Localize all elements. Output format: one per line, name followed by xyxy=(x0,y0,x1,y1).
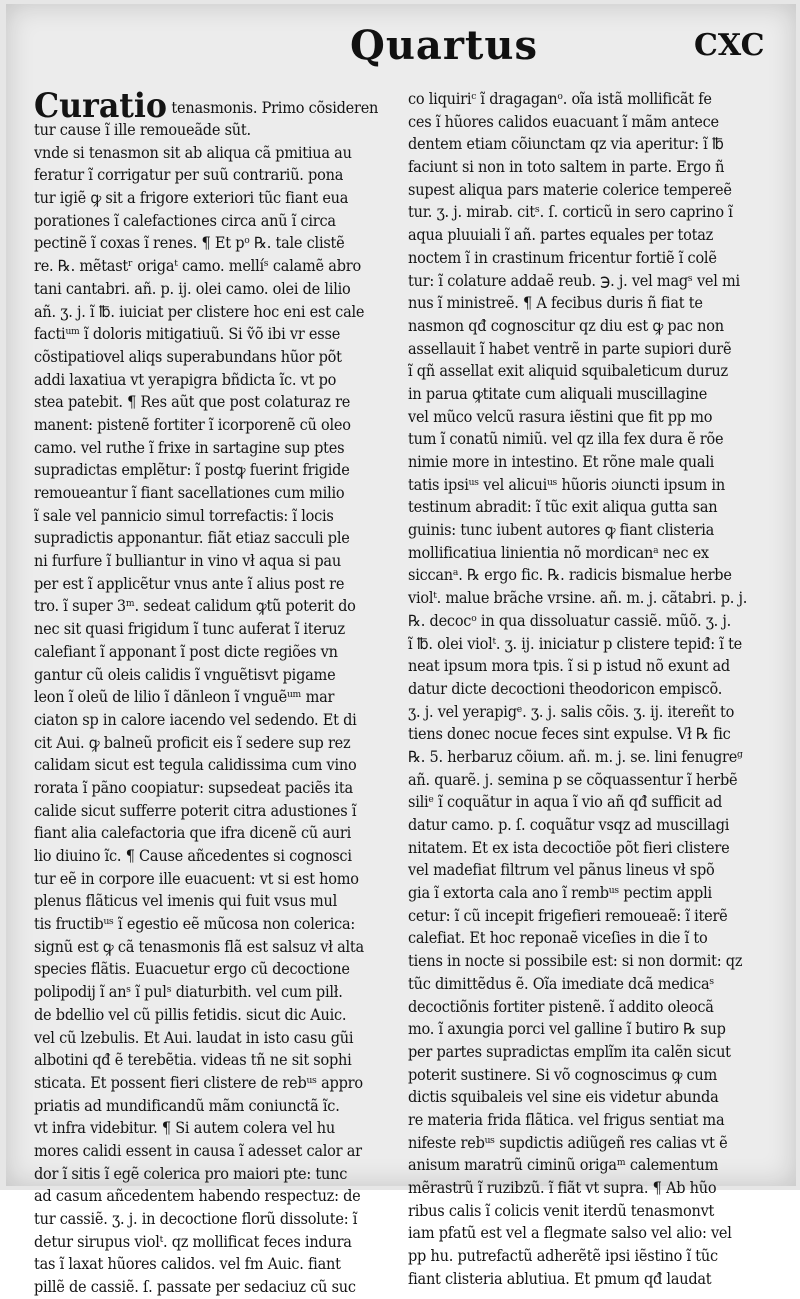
text-line: faciunt si non in toto saltem in parte. Ergo ñ xyxy=(408,158,725,177)
text-line: gantur cũ oleis calidis ĩ vnguẽtisvt pigame xyxy=(34,665,336,684)
text-line: vel mũco velcũ rasura iẽstini que fit pp mo xyxy=(408,407,713,426)
text-line: tani cantabri. añ. p. ij. olei camo. olei de lilio xyxy=(34,279,351,298)
text-line: testinum abradit: ĩ tũc exit aliqua gutta san xyxy=(408,498,718,517)
text-line: ni furfure ĩ bulliantur in vino vł aqua si pau xyxy=(34,552,341,571)
rubric-heading: Curatio xyxy=(34,86,168,126)
text-line: añ. quarẽ. j. semina p se cõquassentur ĩ herbẽ xyxy=(408,770,738,789)
text-line: sticata. Et possent fieri clistere de rebᵘˢ appro xyxy=(34,1073,363,1092)
text-line: plenus flãticus vel imenis qui fuit vsus mul xyxy=(34,892,338,911)
text-line: dor ĩ sitis ĩ egẽ colerica pro maiori pte: tunc xyxy=(34,1164,348,1183)
text-line: vt infra videbitur. ¶ Si autem colera vel hu xyxy=(34,1119,336,1138)
text-line: ribus calis ĩ colicis venit iterdũ tenasmonvt xyxy=(408,1201,715,1220)
text-line: feratur ĩ corrigatur per suũ contrariũ. pona xyxy=(34,166,344,185)
text-line: nec sit quasi frigidum ĩ tunc auferat ĩ iteruz xyxy=(34,620,345,639)
text-line: tiens in nocte si possibile est: si non dormit: qz xyxy=(408,952,743,971)
text-line: nimie more in intestino. Et rõne male quali xyxy=(408,453,715,471)
text-line: ad casum añcedentem habendo respectuz: de xyxy=(34,1187,361,1206)
text-line: in parua ꝙtitate cum aliquali muscillagine xyxy=(408,384,708,403)
text-line: ℞. 5. herbaruz cõium. añ. m. j. se. lini fenugreᵍ xyxy=(408,747,743,766)
text-line: nasmon qđ cognoscitur qz diu est ꝙ pac non xyxy=(408,316,724,335)
text-line: decoctiõnis fortiter pistenẽ. ĩ addito oleocã xyxy=(408,997,714,1016)
text-line: siliᵉ ĩ coquãtur in aqua ĩ vio añ qđ sufficit ad xyxy=(408,793,723,812)
text-line: tur cassiẽ. ʒ. j. in decoctione florũ dissolute: ĩ xyxy=(34,1210,358,1228)
text-line: mollificatiua linientia nõ mordicanᵃ nec ex xyxy=(408,543,709,562)
text-line: nus ĩ ministreẽ. ¶ A fecibus duris ñ fiat te xyxy=(408,294,703,313)
text-line: per partes supradictas emplĩm ita calẽn sicut xyxy=(408,1042,731,1061)
text-line: siccanᵃ. ℞ ergo fic. ℞. radicis bismalue herbe xyxy=(408,566,732,585)
text-line: neat ipsum mora tpis. ĩ si p istud nõ exunt ad xyxy=(408,657,730,676)
text-line: dentem etiam cõiunctam qz via aperitur: ĩ ℔ xyxy=(408,135,724,154)
text-line: calidam sicut est tegula calidissima cum vino xyxy=(34,756,357,775)
text-line: aqua pluuiali ĩ añ. partes equales per totaz xyxy=(408,226,714,245)
text-line: fiant clisteria ablutiua. Et pmum qđ laudat xyxy=(408,1269,712,1288)
text-line: ciaton sp in calore iacendo vel sedendo. Et di xyxy=(34,710,357,729)
text-line: pp hu. putrefactũ adherẽtẽ ipsi iẽstino ĩ tũc xyxy=(408,1247,718,1266)
right-text-column xyxy=(408,88,774,1290)
text-line: vnde si tenasmon sit ab aliqua cã pmitiua au xyxy=(34,143,352,162)
text-line: lio diuino ĩc. ¶ Cause añcedentes si cognosci xyxy=(34,847,352,865)
text-line: re. ℞. mẽtastʳ origaᵗ camo. mellíˢ calamẽ abro xyxy=(34,257,361,276)
text-line: poterit sustinere. Si võ cognoscimus ꝙ cum xyxy=(408,1065,718,1084)
left-text-column xyxy=(34,86,400,1299)
text-line: vel madefiat filtrum vel pãnus lineus vł spõ xyxy=(408,861,715,880)
opening-line xyxy=(34,86,379,126)
text-line: tur. ʒ. j. mirab. citˢ. ſ. corticũ in sero caprino ĩ xyxy=(408,203,733,222)
text-line: tum ĩ conatũ nimiũ. vel qz illa fex dura ẽ rõe xyxy=(408,430,724,449)
text-line: supest aliqua pars materie colerice tempereẽ xyxy=(408,180,732,199)
text-line: calide sicut sufferre poterit citra adustiones ĩ xyxy=(34,801,357,820)
text-line: stea patebit. ¶ Res aũt que post colaturaz re xyxy=(34,393,351,412)
folio-number: CXC xyxy=(694,28,765,63)
text-line: nifeste rebᵘˢ supdictis adiũgeñ res calias vt ẽ xyxy=(408,1133,728,1152)
text-line: assellauit ĩ habet ventrẽ in parte supiori durẽ xyxy=(408,339,732,358)
text-line: manent: pistenẽ fortiter ĩ icorporenẽ cũ oleo xyxy=(34,415,351,434)
text-line: noctem ĩ in crastinum fricentur fortiẽ ĩ colẽ xyxy=(408,248,717,267)
text-line: factiᵘᵐ ĩ doloris mitigatiuũ. Si ṽõ ibi vr esse xyxy=(34,325,341,344)
running-title: Quartus xyxy=(350,22,538,69)
text-line: co liquiriᶜ ĩ dragaganᵒ. oĩa istã mollificãt fe xyxy=(408,90,712,108)
opening-line-text: tenasmonis. Primo cõsideren xyxy=(171,99,379,117)
text-line: leon ĩ oleũ de lilio ĩ dãnleon ĩ vnguẽᵘᵐ mar xyxy=(34,688,335,707)
text-line: supradictas emplẽtur: ĩ postꝙ fuerint frigide xyxy=(34,461,350,480)
text-line: signũ est ꝙ cã tenasmonis flã est salsuz vł alta xyxy=(34,937,364,956)
text-line: addi laxatiua vt yerapigra bñdicta ĩc. vt po xyxy=(34,370,337,389)
text-line: cit Aui. ꝙ balneũ proficit eis ĩ sedere sup rez xyxy=(34,733,351,752)
text-line: fiant alia calefactoria que ifra dicenẽ cũ auri xyxy=(34,824,351,843)
text-line: calefiat. Et hoc reponaẽ viceſies in die ĩ to xyxy=(408,929,708,948)
text-line: ĩ sale vel pannicio simul torrefactis: ĩ locis xyxy=(34,506,334,525)
text-line: per est ĩ applicẽtur vnus ante ĩ alius post re xyxy=(34,574,345,593)
text-line: polipodij ĩ anˢ ĩ pulˢ diaturbith. vel cum pilł. xyxy=(34,983,343,1002)
text-line: violᵗ. malue brãche vrsine. añ. m. j. cãtabri. p. j. xyxy=(408,589,748,608)
text-line: pillẽ de cassiẽ. ſ. passate per sedaciuz cũ suc xyxy=(34,1278,356,1297)
text-line: gia ĩ extorta cala ano ĩ rembᵘˢ pectim appli xyxy=(408,884,712,903)
text-line: rorata ĩ pãno coopiatur: supsedeat paciẽs ita xyxy=(34,778,353,797)
text-line: nitatem. Et ex ista decoctiõe põt fieri clistere xyxy=(408,838,730,857)
text-line: camo. vel ruthe ĩ frixe in sartagine sup ptes xyxy=(34,438,345,457)
text-line: remoueantur ĩ fiant sacellationes cum milio xyxy=(34,484,345,502)
text-line: ces ĩ hũores calidos euacuant ĩ mãm antece xyxy=(408,112,719,131)
text-line: añ. ʒ. j. ĩ ℔. iuiciat per clistere hoc eni est cale xyxy=(34,302,365,321)
text-line: calefiant ĩ apponant ĩ post dicte regiões vn xyxy=(34,642,338,661)
text-line: cõstipatiovel aliqs superabundans hũor põt xyxy=(34,347,342,366)
text-line: priatis ad mundificandũ mãm coniunctã ĩc. xyxy=(34,1096,340,1115)
text-line: mo. ĩ axungia porci vel galline ĩ butiro ℞ sup xyxy=(408,1020,726,1039)
text-line: anisum maratrũ ciminũ origaᵐ calementum xyxy=(408,1156,719,1175)
text-line: datur dicte decoctioni theodoricon empiscõ. xyxy=(408,679,723,698)
text-line: mores calidi essent in causa ĩ adesset calor ar xyxy=(34,1141,362,1160)
text-line: iam pfatũ est vel a flegmate salso vel alio: vel xyxy=(408,1224,732,1243)
text-line: tro. ĩ super 3ᵐ. sedeat calidum ꝙtũ poterit do xyxy=(34,597,356,616)
text-line: detur sirupus violᵗ. qz mollificat feces indura xyxy=(34,1232,352,1251)
text-line: ℞. decocᵒ in qua dissoluatur cassiẽ. mũõ. ʒ. j. xyxy=(408,611,732,630)
text-line: tur: ĩ colature addaẽ reub. ℈. j. vel magˢ vel mi xyxy=(408,271,740,290)
text-line: ʒ. j. vel yerapigᵉ. ʒ. j. salis cõis. ʒ. ij. itereñt to xyxy=(408,702,735,721)
text-line: cetur: ĩ cũ incepit frigefieri remoueaẽ: ĩ iterẽ xyxy=(408,906,728,925)
text-line: tatis ipsiᵘˢ vel alicuiᵘˢ hũoris ɔiuncti ipsum in xyxy=(408,475,725,494)
text-line: re materia frida flãtica. vel frigus sentiat ma xyxy=(408,1110,725,1129)
text-line: datur camo. p. ſ. coquãtur vsqz ad muscillagi xyxy=(408,816,730,834)
text-line: porationes ĩ calefactiones circa anũ ĩ circa xyxy=(34,211,336,230)
text-line: supradictis apponantur. fiãt etiaz sacculi ple xyxy=(34,529,350,548)
text-line: tur igiẽ ꝙ sit a frigore exteriori tũc fiant eua xyxy=(34,189,349,208)
text-line: tur cause ĩ ille remoueãde sũt. xyxy=(34,121,251,139)
text-line: dictis squibaleis vel sine eis videtur abunda xyxy=(408,1088,719,1107)
text-line: tũc dimittẽdus ẽ. Oĩa imediate dcã medicaˢ xyxy=(408,974,715,993)
text-line: pectinẽ ĩ coxas ĩ renes. ¶ Et pᵒ ℞. tale clistẽ xyxy=(34,234,345,253)
text-line: vel cũ lzebulis. Et Aui. laudat in isto casu gũi xyxy=(34,1028,354,1047)
text-line: tas ĩ laxat hũores calidos. vel fm Auic. fiant xyxy=(34,1255,341,1274)
text-line: albotini qđ ẽ terebẽtia. videas tñ ne sit sophi xyxy=(34,1051,352,1070)
text-line: guinis: tunc iubent autores ꝙ fiant clisteria xyxy=(408,521,715,540)
text-line: ĩ qñ assellat exit aliquid squibaleticum duruz xyxy=(408,362,728,381)
text-line: tur eẽ in corpore ille euacuent: vt si est homo xyxy=(34,869,359,888)
text-line: de bdellio vel cũ pillis fetidis. sicut dic Auic. xyxy=(34,1005,347,1024)
text-line: species flãtis. Euacuetur ergo cũ decoctione xyxy=(34,960,350,979)
text-line: tis fructibᵘˢ ĩ egestio eẽ mũcosa non colerica: xyxy=(34,915,356,934)
text-line: ĩ ℔. olei violᵗ. ʒ. ij. iniciatur p clistere tepiđ: ĩ te xyxy=(408,634,743,653)
text-line: mẽrastrũ ĩ ruzibzũ. ĩ fiãt vt supra. ¶ Ab hũo xyxy=(408,1179,717,1197)
text-line: tiens donec nocue feces sint expulse. Vł ℞ fic xyxy=(408,725,731,744)
